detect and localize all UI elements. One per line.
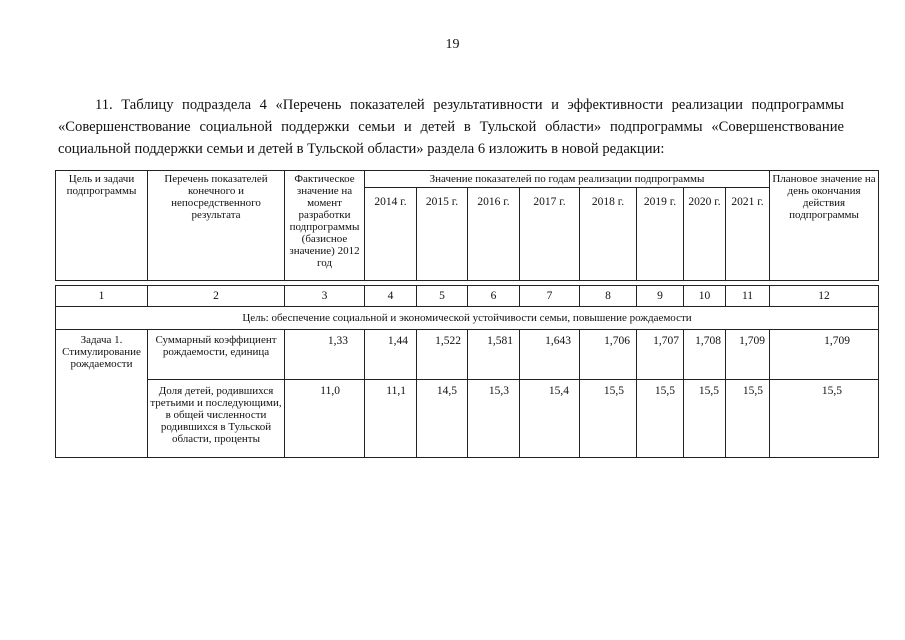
column-number: 1	[56, 286, 148, 307]
header-actual-value: Фактическое значение на момент разработки подпрограммы (базисное значение) 2012 год	[285, 171, 365, 281]
header-goal-tasks: Цель и задачи подпрограммы	[56, 171, 148, 281]
header-by-years: Значение показателей по годам реализации подпрограммы	[365, 171, 770, 188]
header-row	[56, 171, 879, 188]
year-value-cell: 15,3	[468, 380, 520, 458]
table-row	[56, 380, 879, 458]
base-value-cell: 1,33	[285, 330, 365, 380]
year-value-cell: 15,5	[637, 380, 684, 458]
column-number: 7	[520, 286, 580, 307]
year-value-cell: 15,5	[726, 380, 770, 458]
year-header: 2016 г.	[468, 188, 520, 281]
indicator-cell: Доля детей, родившихся третьими и последующими, в общей численности родившихся в Тульской области, проценты	[148, 380, 285, 458]
header-indicators-list: Перечень показателей конечного и непосредственного результата	[148, 171, 285, 281]
year-value-cell: 1,709	[726, 330, 770, 380]
year-header: 2018 г.	[580, 188, 637, 281]
column-number: 5	[417, 286, 468, 307]
year-value-cell: 1,643	[520, 330, 580, 380]
page-number: 19	[445, 37, 460, 52]
indicator-cell: Суммарный коэффициент рождаемости, единица	[148, 330, 285, 380]
year-value-cell: 1,706	[580, 330, 637, 380]
column-number: 9	[637, 286, 684, 307]
planned-value-cell: 1,709	[770, 330, 879, 380]
year-header: 2020 г.	[684, 188, 726, 281]
year-value-cell: 15,4	[520, 380, 580, 458]
column-number: 6	[468, 286, 520, 307]
year-value-cell: 1,44	[365, 330, 417, 380]
year-value-cell: 1,707	[637, 330, 684, 380]
intro-line: 11. Таблицу подраздела 4 «Перечень показателей результативности и эффективности реализации подпрограммы	[95, 97, 844, 113]
column-number: 4	[365, 286, 417, 307]
intro-paragraph	[58, 94, 844, 160]
column-number: 2	[148, 286, 285, 307]
column-number: 12	[770, 286, 879, 307]
base-value-cell: 11,0	[285, 380, 365, 458]
year-value-cell: 15,5	[580, 380, 637, 458]
column-number: 10	[684, 286, 726, 307]
column-number: 11	[726, 286, 770, 307]
year-value-cell: 15,5	[684, 380, 726, 458]
year-value-cell: 11,1	[365, 380, 417, 458]
year-value-cell: 1,581	[468, 330, 520, 380]
year-header: 2015 г.	[417, 188, 468, 281]
intro-line: «Совершенствование социальной поддержки семьи и детей в Тульской области» подпрограммы «Совершенствование	[58, 119, 844, 135]
year-header: 2017 г.	[520, 188, 580, 281]
indicators-table	[55, 170, 879, 458]
column-number: 3	[285, 286, 365, 307]
task-cell: Задача 1. Стимулирование рождаемости	[56, 330, 148, 458]
year-value-cell: 1,708	[684, 330, 726, 380]
header-planned-value: Плановое значение на день окончания действия подпрограммы	[770, 171, 879, 281]
year-header: 2014 г.	[365, 188, 417, 281]
goal-row	[56, 307, 879, 330]
intro-line: социальной поддержки семьи и детей в Тульской области» раздела 6 изложить в новой редакции:	[58, 141, 665, 157]
goal-cell: Цель: обеспечение социальной и экономической устойчивости семьи, повышение рождаемости	[56, 307, 879, 330]
planned-value-cell: 15,5	[770, 380, 879, 458]
table-row	[56, 330, 879, 380]
year-value-cell: 14,5	[417, 380, 468, 458]
column-number: 8	[580, 286, 637, 307]
year-header: 2021 г.	[726, 188, 770, 281]
year-value-cell: 1,522	[417, 330, 468, 380]
year-header: 2019 г.	[637, 188, 684, 281]
column-numbers-row	[56, 286, 879, 307]
